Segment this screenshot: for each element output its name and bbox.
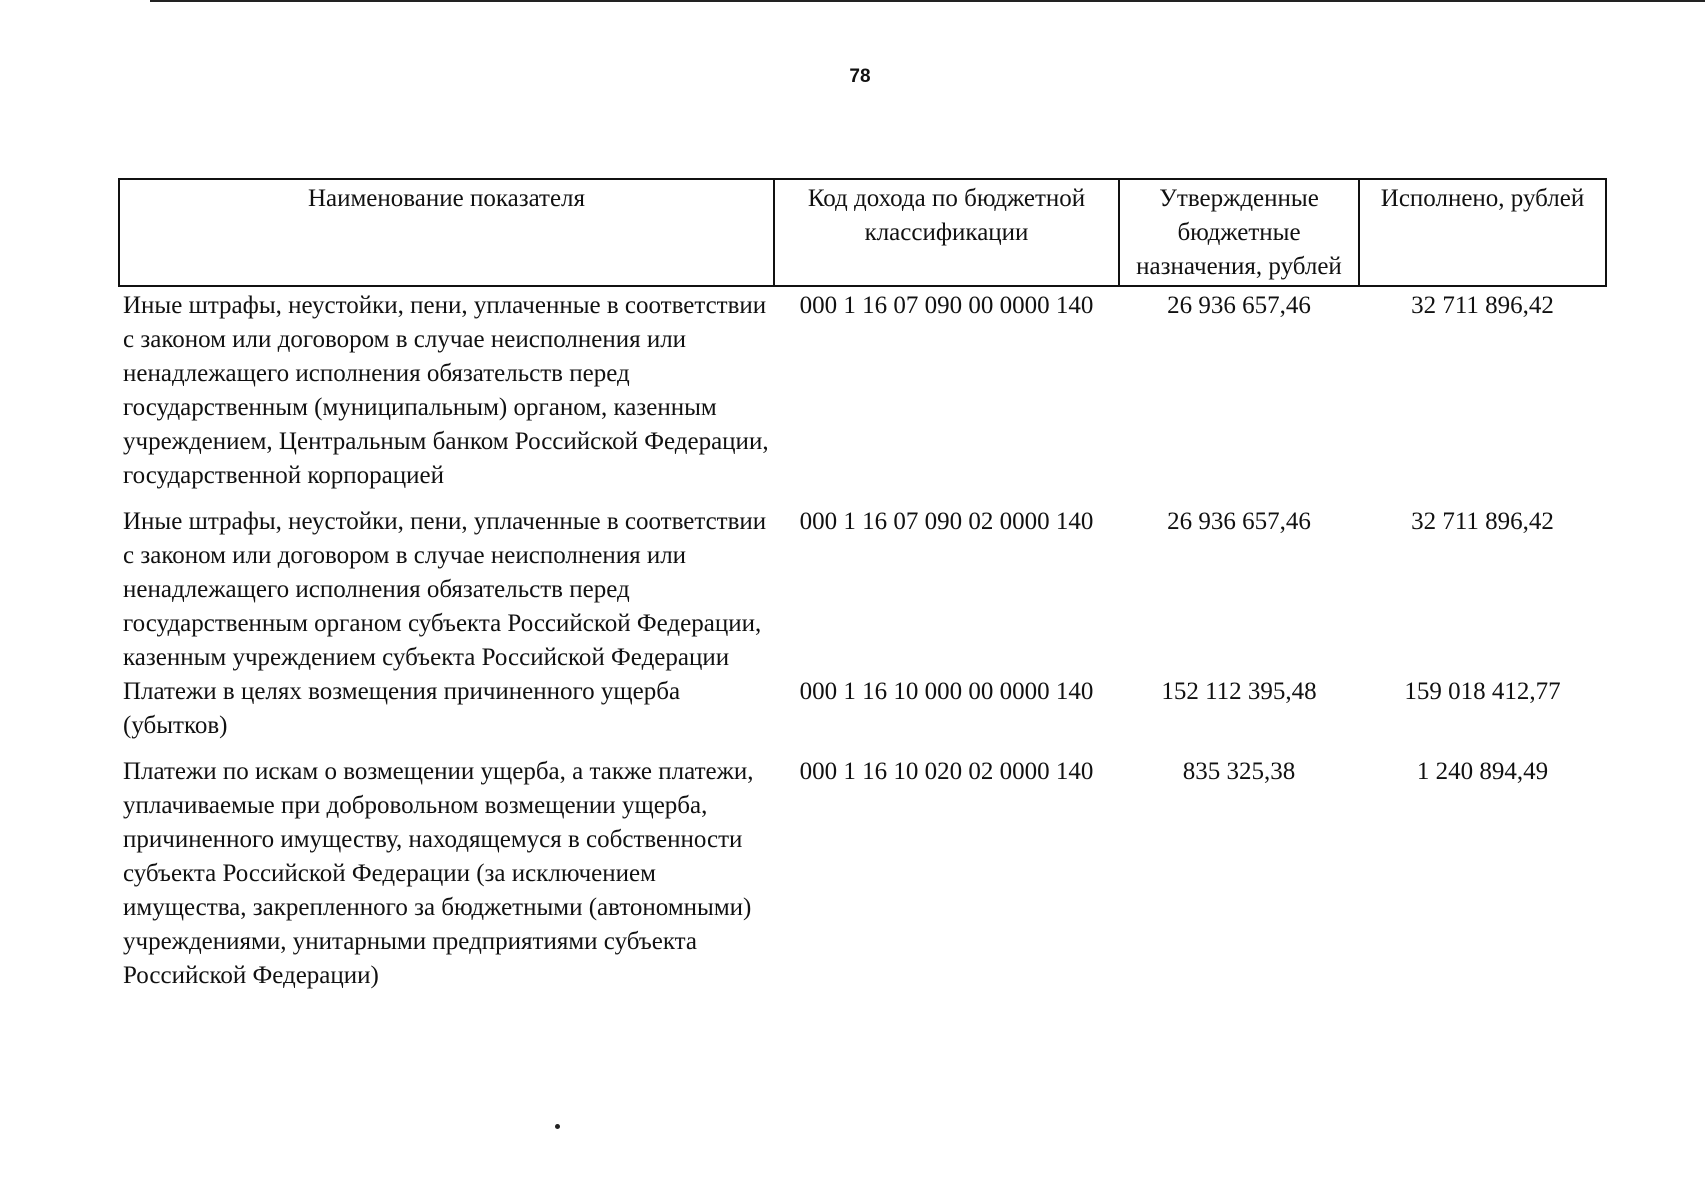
page-top-border [150,0,1705,2]
header-revenue-code: Код дохода по бюджетной классификации [774,179,1119,286]
table-row [119,505,1606,675]
revenue-code-cell: 000 1 16 07 090 02 0000 140 [799,508,1094,535]
budget-revenue-table [118,178,1607,993]
header-executed-amount: Исполнено, рублей [1359,179,1606,286]
executed-amount-cell: 32 711 896,42 [1411,508,1554,535]
table-header [119,179,1606,286]
executed-amount-cell: 32 711 896,42 [1411,292,1554,319]
table-row [119,755,1606,993]
page-number: 78 [849,66,871,87]
indicator-name-cell: Иные штрафы, неустойки, пени, уплаченные в соответствии с законом или договором в случае неисполнения или ненадлежащего исполнения обязательств перед государственным (муниципальным) органом, казенным учреждением, Центральным банком Российской Федерации, государственной корпорацией [123,292,769,489]
table-body [119,286,1606,993]
approved-amount-cell: 26 936 657,46 [1167,508,1311,535]
indicator-name-cell: Иные штрафы, неустойки, пени, уплаченные в соответствии с законом или договором в случае неисполнения или ненадлежащего исполнения обязательств перед государственным органом субъекта Российской Федерации, казенным учреждением субъекта Российской Федерации [123,508,767,671]
header-indicator-name: Наименование показателя [119,179,774,286]
table-row [119,675,1606,755]
indicator-name-cell: Платежи по искам о возмещении ущерба, а также платежи, уплачиваемые при добровольном возмещении ущерба, причиненного имуществу, находящемуся в собственности субъекта Российской Федерации (за исключением имущества, закрепленного за бюджетными (автономными) учреждениями, унитарными предприятиями субъекта Российской Федерации) [123,758,754,989]
revenue-code-cell: 000 1 16 10 020 02 0000 140 [799,758,1094,785]
executed-amount-cell: 1 240 894,49 [1416,758,1549,785]
executed-amount-cell: 159 018 412,77 [1404,678,1561,705]
indicator-name-cell: Платежи в целях возмещения причиненного ущерба (убытков) [123,678,681,739]
approved-amount-cell: 26 936 657,46 [1167,292,1311,319]
revenue-code-cell: 000 1 16 07 090 00 0000 140 [799,292,1094,319]
header-approved-amount: Утвержденные бюджетные назначения, рублей [1119,179,1359,286]
approved-amount-cell: 152 112 395,48 [1161,678,1317,705]
table-row [119,286,1606,505]
approved-amount-cell: 835 325,38 [1182,758,1296,785]
header-row [119,179,1606,286]
scan-speck [555,1124,560,1129]
revenue-code-cell: 000 1 16 10 000 00 0000 140 [799,678,1094,705]
